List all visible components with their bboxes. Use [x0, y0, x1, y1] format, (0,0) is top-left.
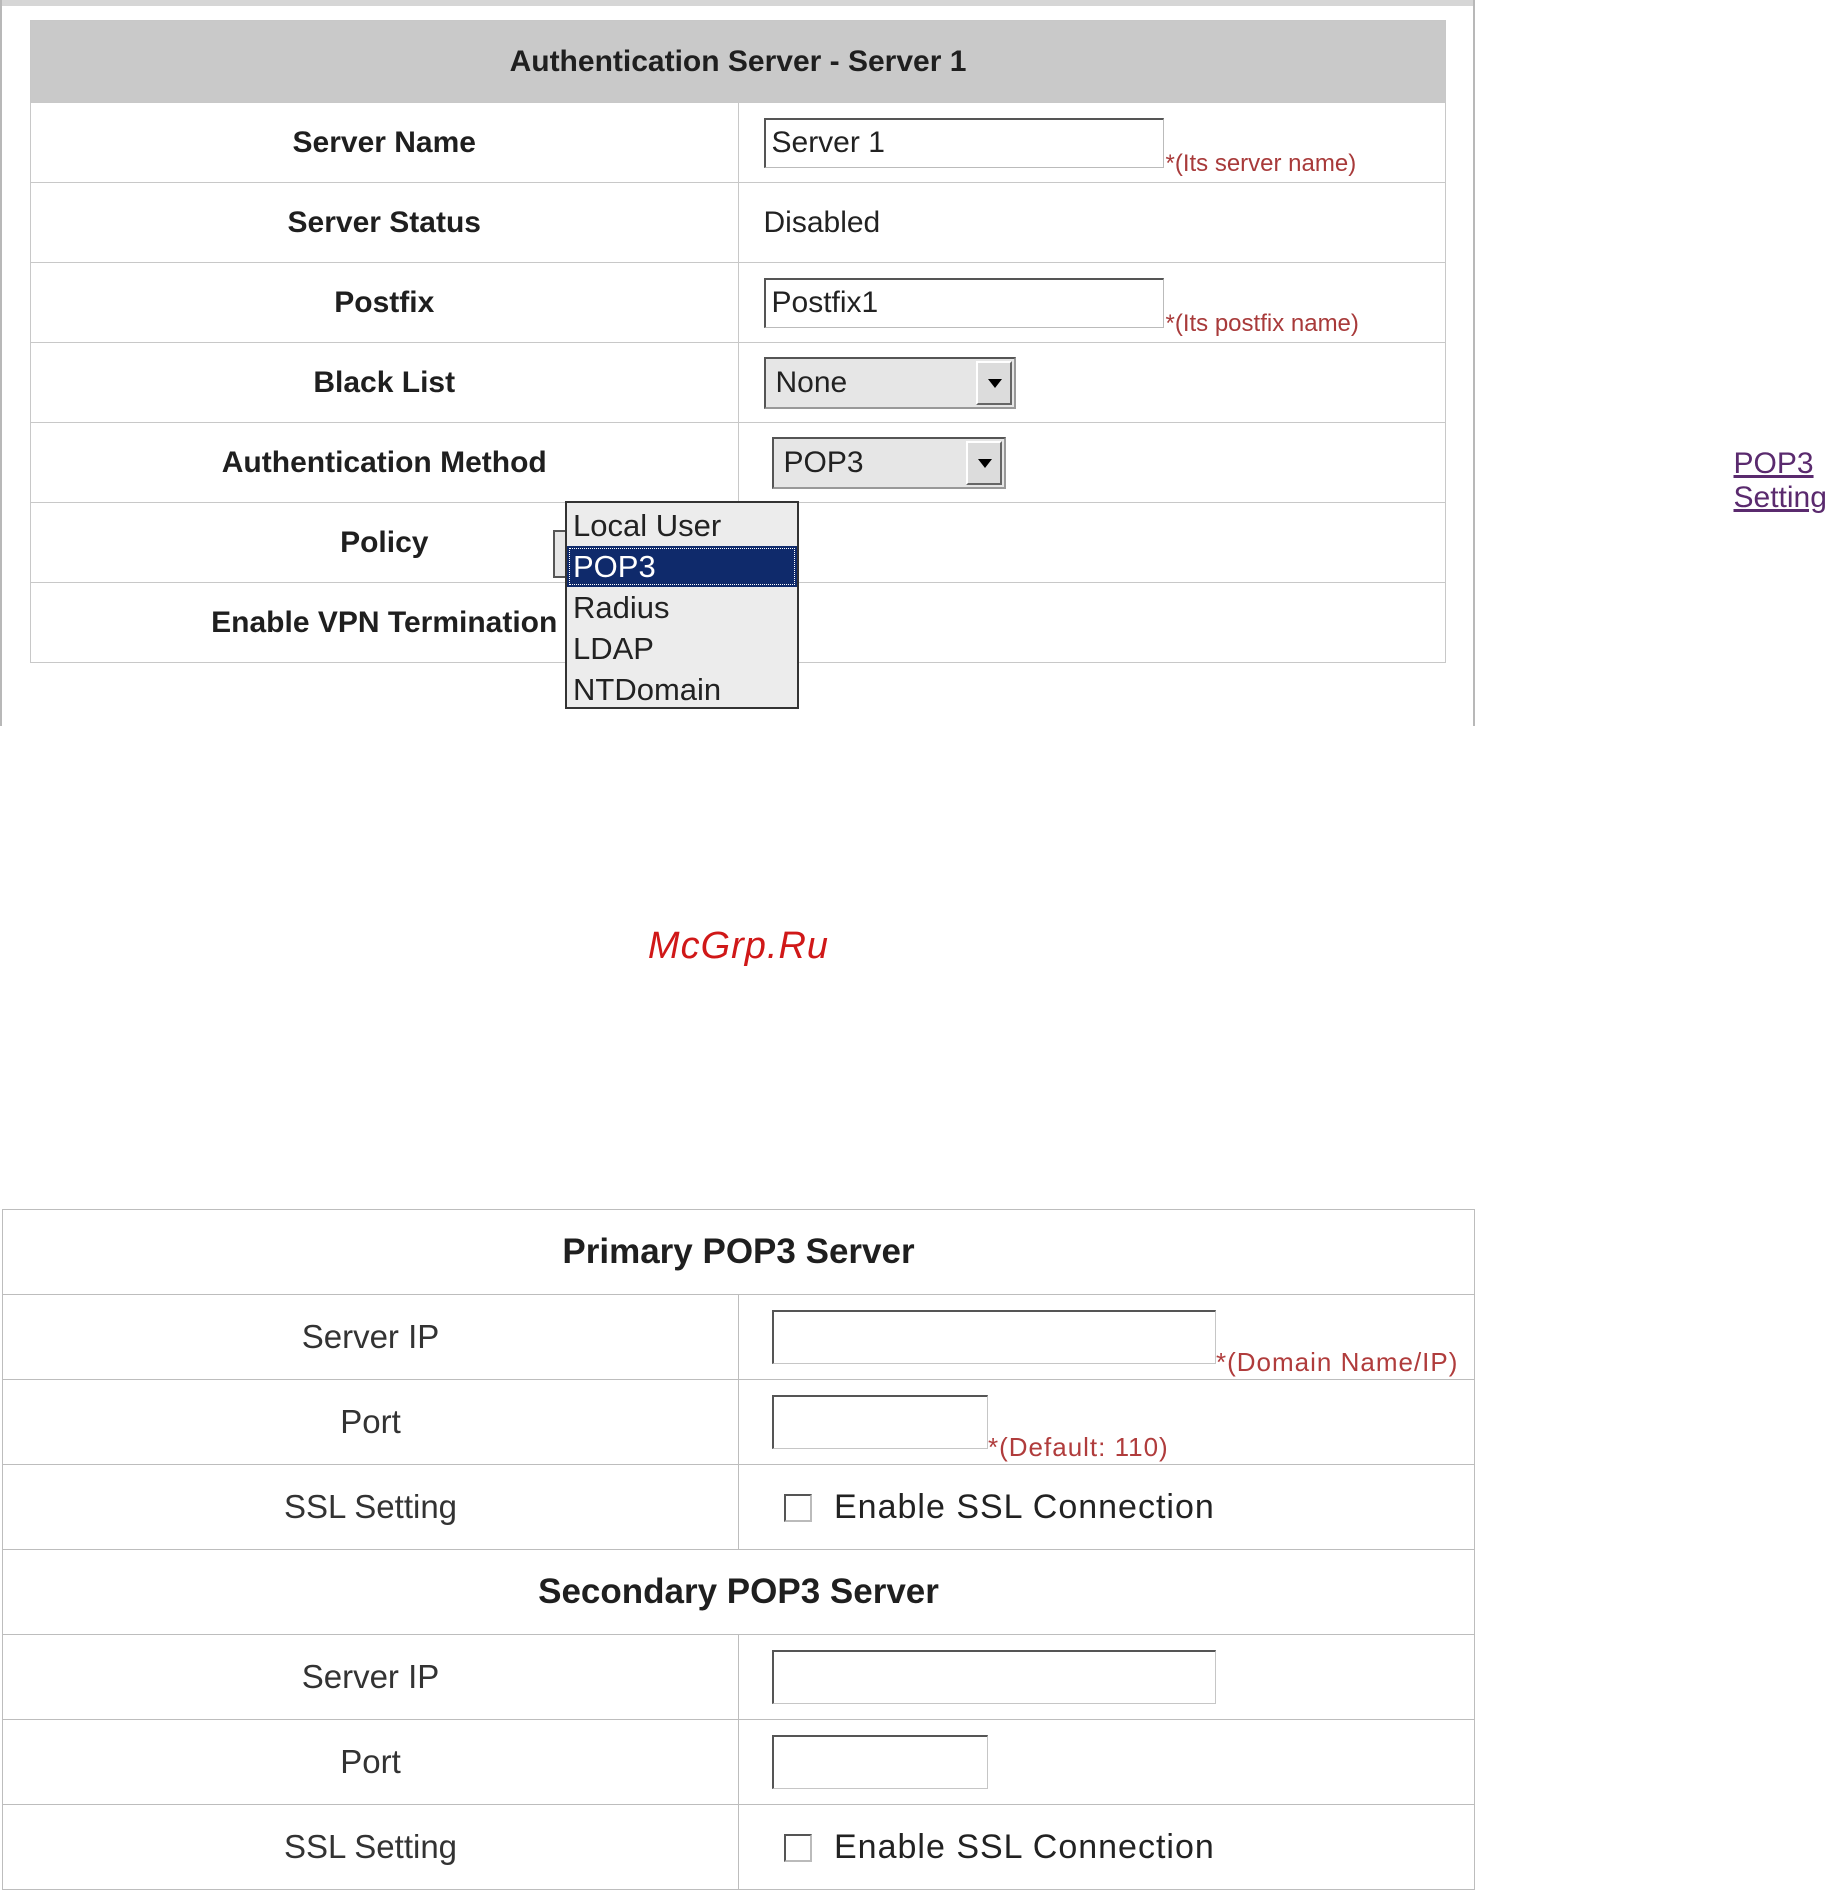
secondary-ssl-checkbox[interactable] — [784, 1834, 812, 1862]
chevron-down-icon[interactable] — [976, 361, 1012, 405]
primary-server-ip-label: Server IP — [3, 1295, 739, 1380]
vpn-termination-label: Enable VPN Termination — [31, 583, 739, 663]
primary-ssl-checkbox-label: Enable SSL Connection — [834, 1488, 1215, 1527]
primary-ssl-checkbox[interactable] — [784, 1494, 812, 1522]
auth-method-dropdown-list — [565, 501, 799, 709]
frame-top-border — [0, 0, 1475, 6]
auth-method-option-pop3[interactable]: POP3 — [567, 546, 797, 587]
pop3-server-table — [2, 1209, 1475, 1890]
auth-method-option-ldap[interactable]: LDAP — [573, 631, 654, 666]
secondary-server-ip-cell — [739, 1635, 1475, 1720]
policy-label: Policy — [31, 503, 739, 583]
primary-pop3-title: Primary POP3 Server — [3, 1210, 1475, 1295]
server-status-cell — [738, 183, 1446, 263]
primary-server-ip-cell — [739, 1295, 1475, 1380]
auth-method-option-radius[interactable]: Radius — [573, 590, 670, 625]
auth-method-cell — [738, 423, 1827, 514]
primary-ssl-cell — [739, 1465, 1475, 1550]
postfix-input[interactable]: Postfix1 — [764, 278, 1164, 328]
primary-port-row — [3, 1380, 1475, 1465]
secondary-port-row — [3, 1720, 1475, 1805]
pop3-setting-link[interactable]: POP3 Setting — [1733, 447, 1827, 514]
auth-table-title: Authentication Server - Server 1 — [31, 21, 1446, 103]
row-black-list — [31, 343, 1446, 423]
secondary-server-ip-label: Server IP — [3, 1635, 739, 1720]
secondary-header-row — [3, 1550, 1475, 1635]
auth-method-option-ntdomain[interactable]: NTDomain — [573, 672, 722, 707]
primary-server-ip-input[interactable] — [772, 1310, 1216, 1364]
secondary-server-ip-row — [3, 1635, 1475, 1720]
secondary-port-cell — [739, 1720, 1475, 1805]
black-list-cell — [738, 343, 1446, 423]
secondary-pop3-title: Secondary POP3 Server — [3, 1550, 1475, 1635]
primary-header-row — [3, 1210, 1475, 1295]
primary-port-hint: *(Default: 110) — [988, 1432, 1169, 1462]
primary-server-ip-hint: *(Domain Name/IP) — [1216, 1347, 1459, 1377]
vpn-termination-cell — [738, 583, 1446, 663]
server-name-cell — [738, 103, 1446, 183]
auth-method-selected: POP3 — [783, 446, 864, 479]
secondary-port-label: Port — [3, 1720, 739, 1805]
secondary-port-input[interactable] — [772, 1735, 988, 1789]
postfix-label: Postfix — [31, 263, 739, 343]
row-server-status — [31, 183, 1446, 263]
auth-server-panel — [0, 0, 1827, 726]
server-name-input[interactable]: Server 1 — [764, 118, 1164, 168]
primary-ssl-row — [3, 1465, 1475, 1550]
row-server-name — [31, 103, 1446, 183]
frame-left-border — [0, 0, 2, 726]
chevron-down-icon[interactable] — [966, 441, 1002, 485]
secondary-ssl-checkbox-label: Enable SSL Connection — [834, 1828, 1215, 1867]
auth-method-option-local-user[interactable]: Local User — [573, 508, 722, 543]
policy-cell — [738, 503, 1446, 583]
server-status-label: Server Status — [31, 183, 739, 263]
row-auth-method — [31, 423, 1446, 503]
primary-server-ip-row — [3, 1295, 1475, 1380]
black-list-selected: None — [775, 366, 848, 399]
primary-port-input[interactable] — [772, 1395, 988, 1449]
secondary-ssl-label: SSL Setting — [3, 1805, 739, 1890]
postfix-hint: *(Its postfix name) — [1165, 309, 1359, 337]
row-postfix — [31, 263, 1446, 343]
secondary-ssl-row — [3, 1805, 1475, 1890]
postfix-cell — [738, 263, 1446, 343]
primary-port-label: Port — [3, 1380, 739, 1465]
black-list-select[interactable] — [764, 357, 1016, 409]
secondary-ssl-cell — [739, 1805, 1475, 1890]
primary-port-cell — [739, 1380, 1475, 1465]
server-name-label: Server Name — [31, 103, 739, 183]
auth-method-label: Authentication Method — [31, 423, 739, 503]
black-list-label: Black List — [31, 343, 739, 423]
auth-table-header-row — [31, 21, 1446, 103]
primary-ssl-label: SSL Setting — [3, 1465, 739, 1550]
secondary-server-ip-input[interactable] — [772, 1650, 1216, 1704]
server-status-value: Disabled — [763, 205, 881, 239]
auth-method-select[interactable] — [772, 437, 1006, 489]
server-name-hint: *(Its server name) — [1165, 149, 1357, 177]
frame-right-border — [1473, 0, 1475, 726]
watermark-text: McGrp.Ru — [647, 925, 830, 967]
